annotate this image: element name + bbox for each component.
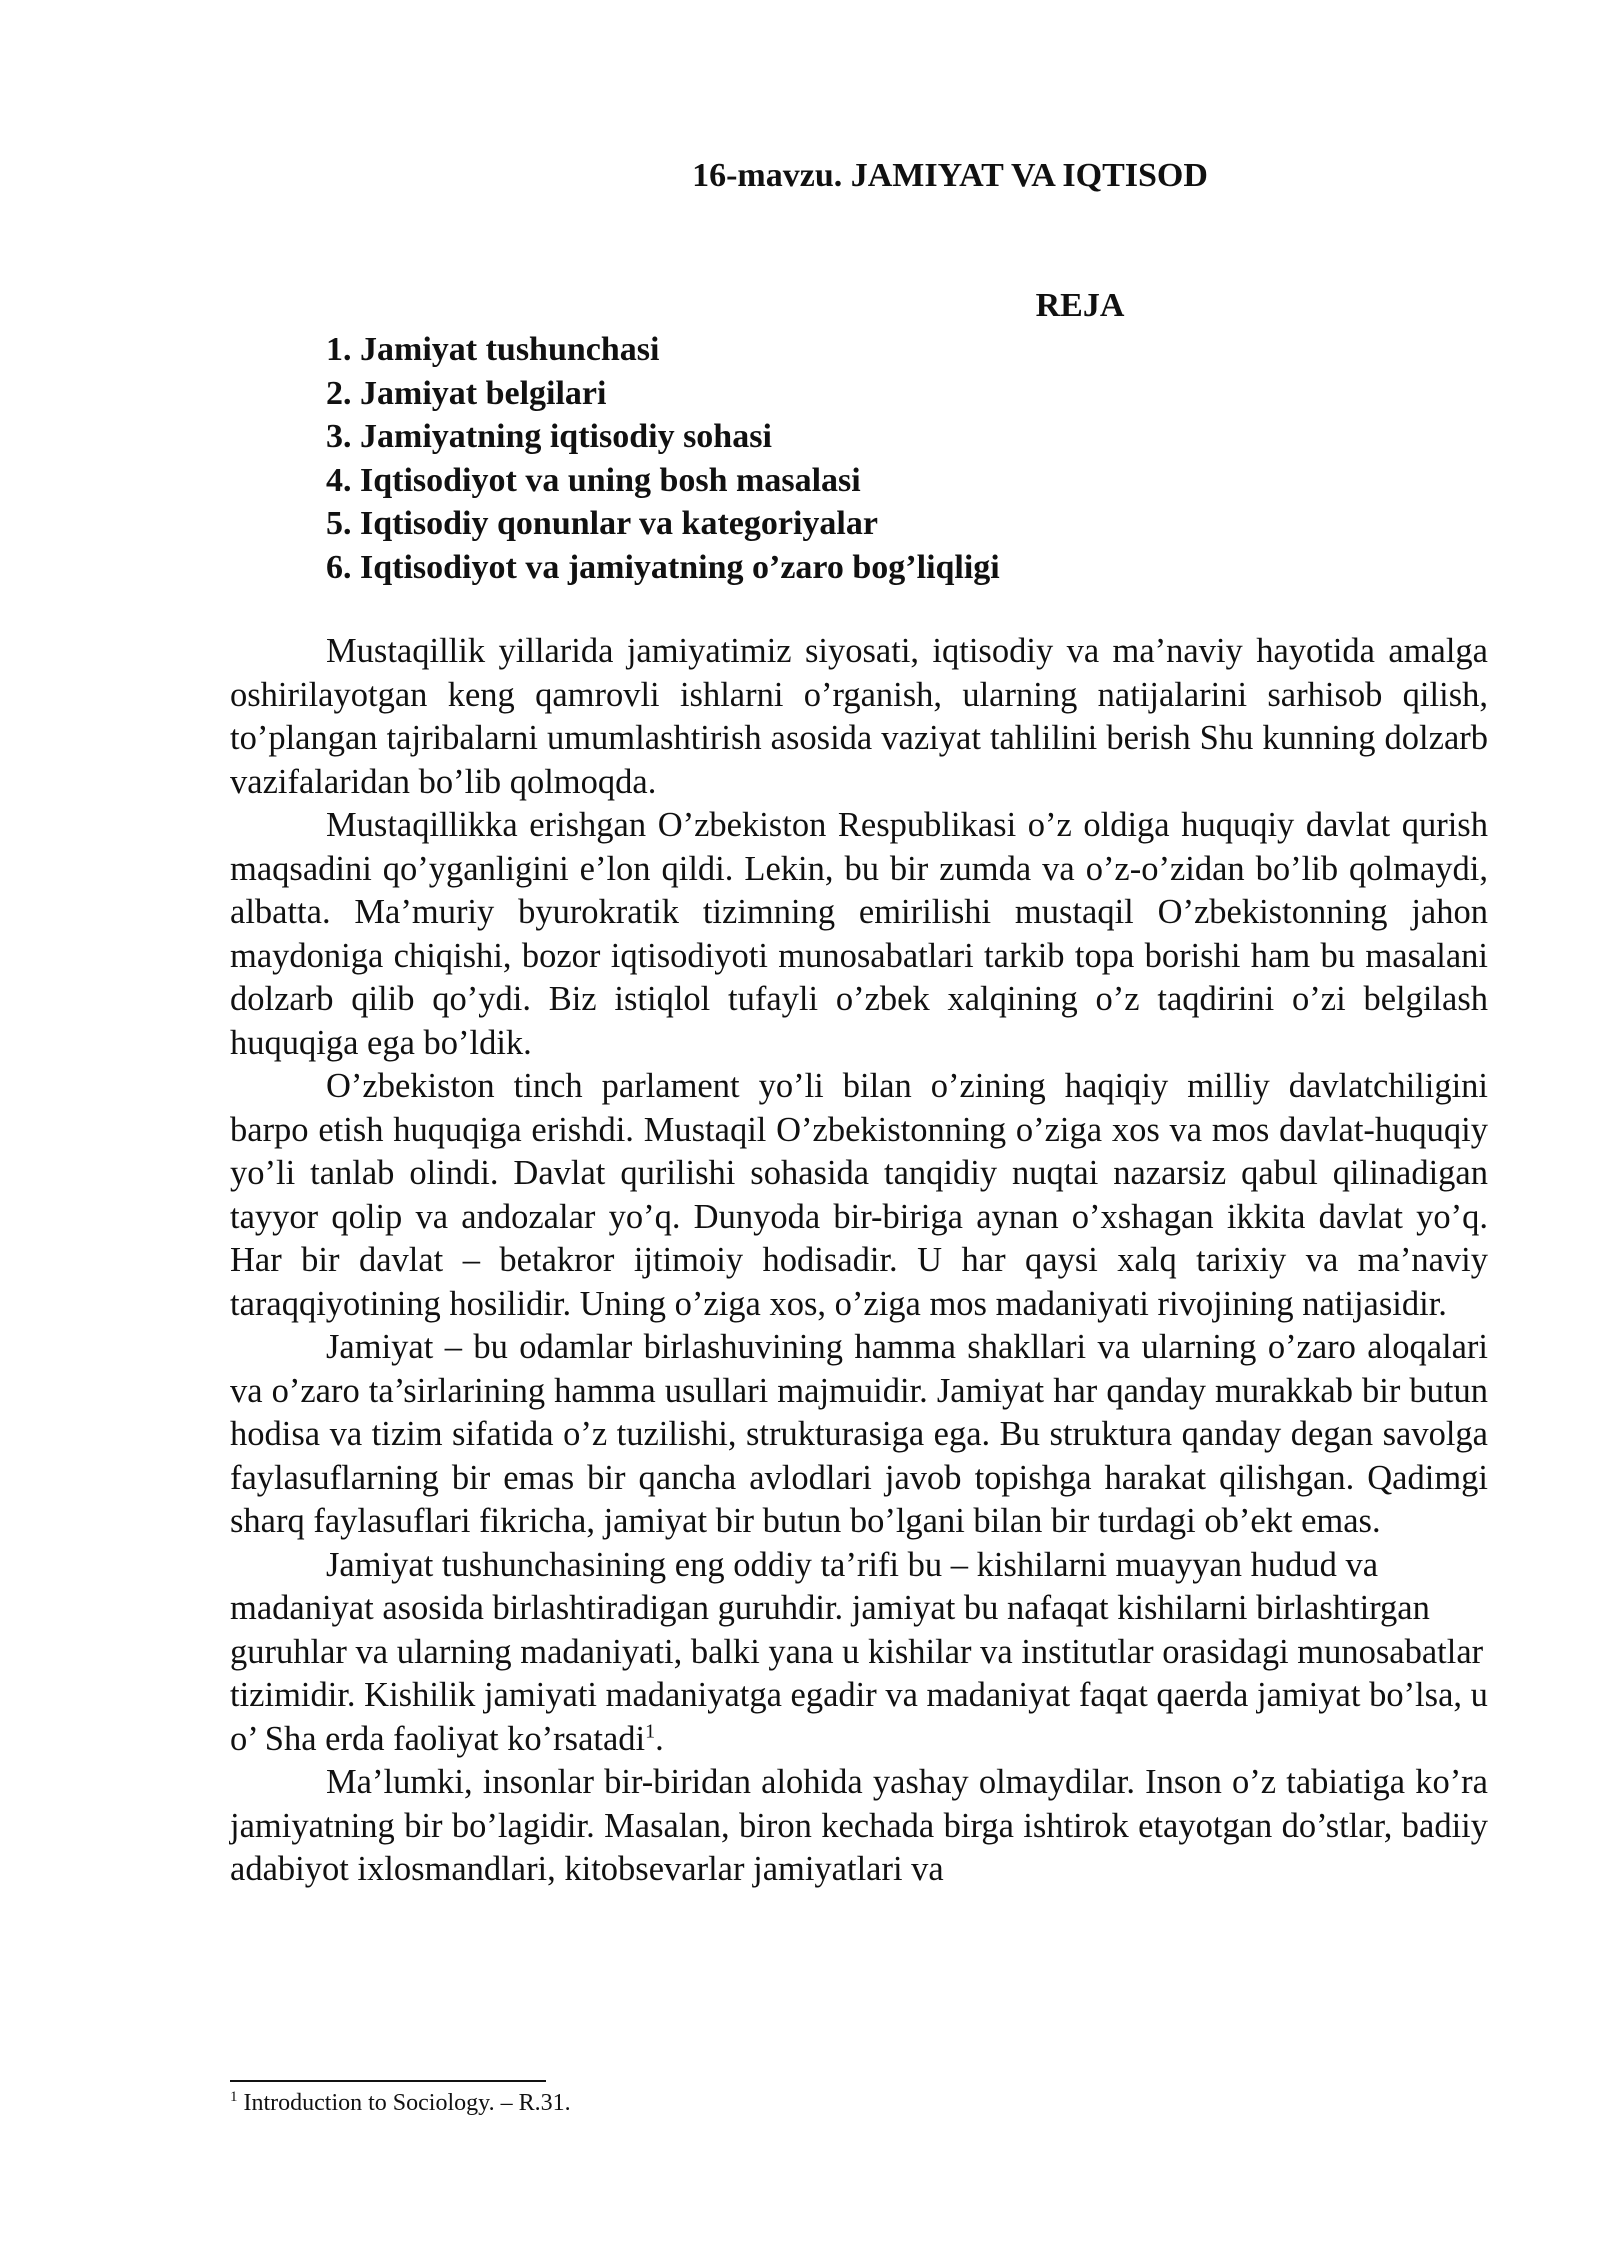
plan-item: 4. Iqtisodiyot va uning bosh masalasi: [326, 461, 861, 499]
plan-item: 3. Jamiyatning iqtisodiy sohasi: [326, 418, 772, 455]
footnote: [230, 2088, 571, 2118]
plan-list: [326, 328, 1000, 589]
body-text: [230, 630, 1488, 1892]
footnote-number: 1: [230, 2089, 238, 2105]
footnote-separator: [230, 2080, 546, 2082]
plan-item: 5. Iqtisodiy qonunlar va kategoriyalar: [326, 505, 878, 542]
footnote-reference[interactable]: 1: [645, 1720, 656, 1742]
paragraph: Jamiyat – bu odamlar birlashuvining hamma shakllari va ularning o’zaro aloqalari va o’zaro ta’sirlarining hamma usullari majmuidir. Jamiyat har qanday murakkab bir butun hodisa va tizim sifatida o’z tuzilishi, strukturasiga ega. Bu struktura qanday degan savolga faylasuflarning bir emas bir qancha avlodlari javob topishga harakat qilishgan. Qadimgi sharq faylasuflari fikricha, jamiyat bir butun bo’lgani bilan bir turdagi ob’ekt emas.: [230, 1328, 1488, 1540]
plan-heading: REJA: [1035, 287, 1125, 324]
paragraph: Mustaqillik yillarida jamiyatimiz siyosati, iqtisodiy va ma’naviy hayotida amalga oshirilayotgan keng qamrovli ishlarni o’rganish, ularning natijalarini sarhisob qilish, to’plangan tajribalarni umumlashtirish asosida vaziyat tahlilini berish Shu kunning dolzarb vazifalaridan bo’lib qolmoqda.: [230, 632, 1488, 801]
paragraph-with-footnote: Jamiyat tushunchasining eng oddiy ta’rifi bu – kishilarni muayyan hudud va madaniyat asosida birlashtiradigan guruhdir. jamiyat bu nafaqat kishilarni birlashtirgan guruhlar va ularning madaniyati, balki yana u kishilar va institutlar orasidagi munosabatlar tizimidir. Kishilik jamiyati madaniyatga egadir va madaniyat faqat qaerda jamiyat bo’lsa, u o’ Sha erda faoliyat ko’rsatadi$^1$.: [230, 1545, 1488, 1758]
paragraph: Mustaqillikka erishgan O’zbekiston Respublikasi o’z oldiga huquqiy davlat qurish maqsadini qo’yganligini e’lon qildi. Lekin, bu bir zumda va o’z-o’zidan bo’lib qolmaydi, albatta. Ma’muriy byurokratik tizimning emirilishi mustaqil O’zbekistonning jahon maydoniga chiqishi, bozor iqtisodiyoti munosabatlari tarkib topa borishi ham bu masalani dolzarb qilib qo’ydi. Biz istiqlol tufayli o’zbek xalqining o’z taqdirini o’zi belgilash huquqiga ega bo’ldik.: [230, 806, 1488, 1062]
page-title: 16-mavzu. JAMIYAT VA IQTISOD: [692, 157, 1208, 194]
footnote-text: Introduction to Sociology. – R.31.: [243, 2090, 571, 2116]
plan-item: 6. Iqtisodiyot va jamiyatning o’zaro bog’liqligi: [326, 548, 1000, 586]
plan-item: 1. Jamiyat tushunchasi: [326, 331, 660, 368]
paragraph-text: Jamiyat tushunchasining eng oddiy ta’rifi bu – kishilarni muayyan hudud va madaniyat asosida birlashtiradigan guruhdir. jamiyat bu nafaqat kishilarni birlashtirgan guruhlar va ularning madaniyati, balki yana u kishilar va institutlar orasidagi munosabatlar tizimidir. Kishilik jamiyati madaniyatga egadir va madaniyat faqat qaerda jamiyat bo’lsa, u o’ Sha erda faoliyat ko’rsatadi: [230, 1545, 1488, 1758]
paragraph: O’zbekiston tinch parlament yo’li bilan o’zining haqiqiy milliy davlatchiligini barpo etish huquqiga erishdi. Mustaqil O’zbekistonning o’ziga xos va mos davlat-huquqiy yo’li tanlab olindi. Davlat qurilishi sohasida tanqidiy nuqtai nazarsiz qabul qilinadigan tayyor qolip va andozalar yo’q. Dunyoda bir-biriga aynan o’xshagan ikkita davlat yo’q. Har bir davlat – betakror ijtimoiy hodisadir. U har qaysi xalq tarixiy va ma’naviy taraqqiyotining hosilidir. Uning o’ziga xos, o’ziga mos madaniyati rivojining natijasidir.: [230, 1067, 1488, 1323]
plan-item: 2. Jamiyat belgilari: [326, 374, 607, 412]
paragraph: Ma’lumki, insonlar bir-biridan alohida yashay olmaydilar. Inson o’z tabiatiga ko’ra jamiyatning bir bo’lagidir. Masalan, biron kechada birga ishtirok etayotgan do’stlar, badiiy adabiyot ixlosmandlari, kitobsevarlar jamiyatlari va: [230, 1763, 1488, 1888]
